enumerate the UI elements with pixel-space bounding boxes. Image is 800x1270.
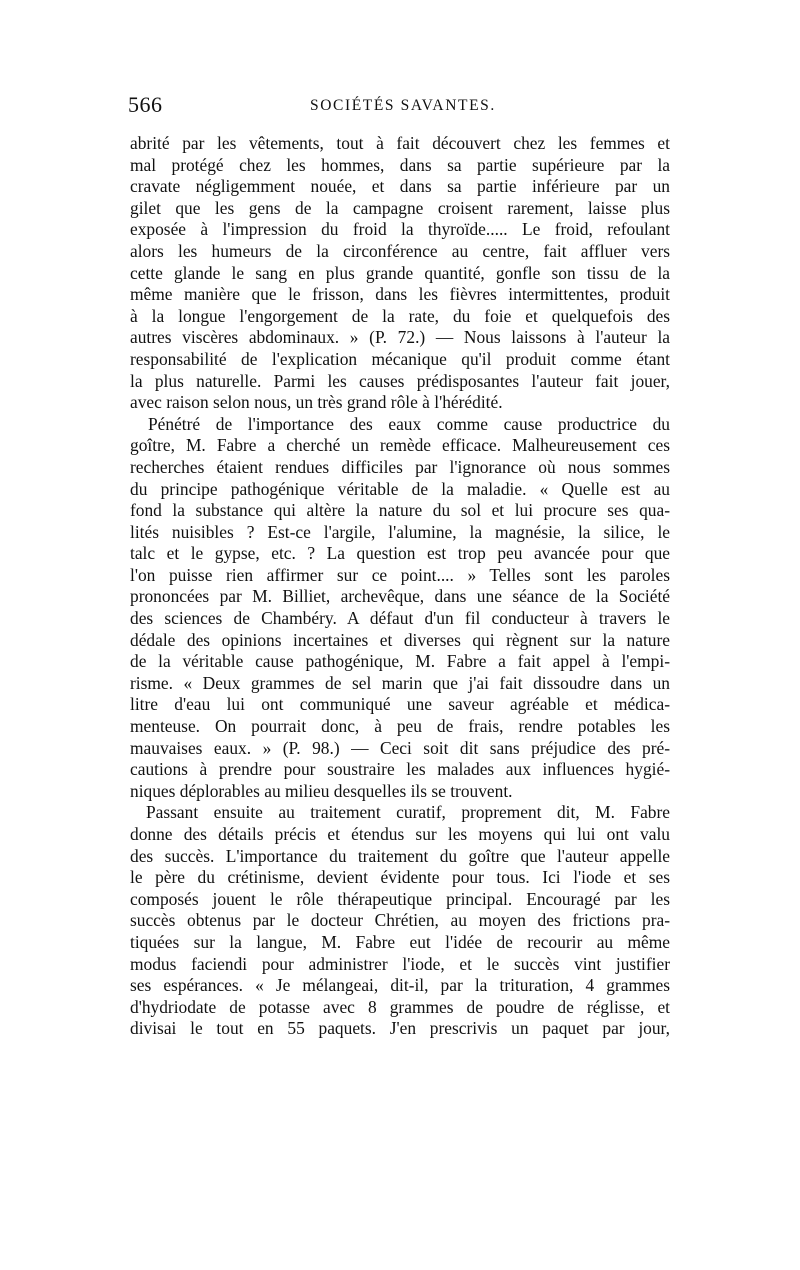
text-line: à la longue l'engorgement de la rate, du foie et quelquefois des xyxy=(130,305,670,326)
text-line: risme. « Deux grammes de sel marin que j'ai fait dissoudre dans un xyxy=(130,672,670,693)
paragraph-end-line: niques déplorables au milieu desquelles ils se trouvent. xyxy=(130,780,513,801)
text-line: des sciences de Chambéry. A défaut d'un fil conducteur à travers le xyxy=(130,608,670,629)
text-line: mal protégé chez les hommes, dans sa partie supérieure par la xyxy=(130,154,670,175)
text-line: litre d'eau lui ont communiqué une saveur agréable et médica- xyxy=(130,694,670,715)
text-line: d'hydriodate de potasse avec 8 grammes de poudre de réglisse, et xyxy=(130,996,670,1017)
text-line: autres viscères abdominaux. » (P. 72.) — Nous laissons à l'auteur la xyxy=(130,327,670,348)
text-line: divisai le tout en 55 paquets. J'en prescrivis un paquet par jour, xyxy=(130,1018,670,1039)
paragraph-start-line: Passant ensuite au traitement curatif, proprement dit, M. Fabre xyxy=(146,802,670,823)
text-line: talc et le gypse, etc. ? La question est trop peu avancée pour que xyxy=(130,543,670,564)
text-line: composés jouent le rôle thérapeutique principal. Encouragé par les xyxy=(130,888,670,909)
running-header xyxy=(128,92,684,120)
text-line: gilet que les gens de la campagne croisent rarement, laisse plus xyxy=(130,197,670,218)
page-number: 566 xyxy=(128,92,163,117)
text-line: la plus naturelle. Parmi les causes prédisposantes l'auteur fait jouer, xyxy=(130,370,670,391)
text-line: responsabilité de l'explication mécanique qu'il produit comme étant xyxy=(130,348,670,369)
text-line: le père du crétinisme, devient évidente pour tous. Ici l'iode et ses xyxy=(130,867,670,888)
text-line: du principe pathogénique véritable de la maladie. « Quelle est au xyxy=(130,478,670,499)
text-line: mauvaises eaux. » (P. 98.) — Ceci soit dit sans préjudice des pré- xyxy=(130,737,670,758)
text-line: cravate négligemment nouée, et dans sa partie inférieure par un xyxy=(130,176,670,197)
body-text xyxy=(130,133,670,1040)
text-line: même manière que le frisson, dans les fièvres intermittentes, produit xyxy=(130,284,670,305)
text-line: cautions à prendre pour soustraire les malades aux influences hygié- xyxy=(130,759,670,780)
paragraph-start-line: Pénétré de l'importance des eaux comme cause productrice du xyxy=(148,413,670,434)
text-line: des succès. L'importance du traitement du goître que l'auteur appelle xyxy=(130,845,670,866)
text-line: de la véritable cause pathogénique, M. Fabre a fait appel à l'empi- xyxy=(130,651,670,672)
text-line: modus faciendi pour administrer l'iode, et le succès vint justifier xyxy=(130,953,670,974)
text-line: goître, M. Fabre a cherché un remède efficace. Malheureusement ces xyxy=(130,435,670,456)
text-line: tiquées sur la langue, M. Fabre eut l'idée de recourir au même xyxy=(130,931,670,952)
text-line: fond la substance qui altère la nature du sol et lui procure ses qua- xyxy=(130,500,670,521)
text-line: donne des détails précis et étendus sur les moyens qui lui ont valu xyxy=(130,824,670,844)
text-line: lités nuisibles ? Est-ce l'argile, l'alumine, la magnésie, la silice, le xyxy=(130,521,670,542)
text-line: abrité par les vêtements, tout à fait découvert chez les femmes et xyxy=(130,133,670,153)
text-line: succès obtenus par le docteur Chrétien, au moyen des frictions pra- xyxy=(130,910,670,931)
text-line: cette glande le sang en plus grande quantité, gonfle son tissu de la xyxy=(130,262,670,283)
running-title: SOCIÉTÉS SAVANTES. xyxy=(310,97,496,114)
text-line: l'on puisse rien affirmer sur ce point.... » Telles sont les paroles xyxy=(130,564,670,585)
text-line: prononcées par M. Billiet, archevêque, dans une séance de la Société xyxy=(130,586,670,607)
text-line: menteuse. On pourrait donc, à peu de frais, rendre potables les xyxy=(130,716,670,737)
text-line: ses espérances. « Je mélangeai, dit-il, par la trituration, 4 grammes xyxy=(130,975,670,996)
paragraph-end-line: avec raison selon nous, un très grand rôle à l'hérédité. xyxy=(130,392,503,413)
text-line: recherches étaient rendues difficiles par l'ignorance où nous sommes xyxy=(130,456,670,477)
text-line: alors les humeurs de la circonférence au centre, fait affluer vers xyxy=(130,240,670,261)
text-line: exposée à l'impression du froid la thyroïde..... Le froid, refoulant xyxy=(130,219,670,240)
text-line: dédale des opinions incertaines et diverses qui règnent sur la nature xyxy=(130,629,670,650)
